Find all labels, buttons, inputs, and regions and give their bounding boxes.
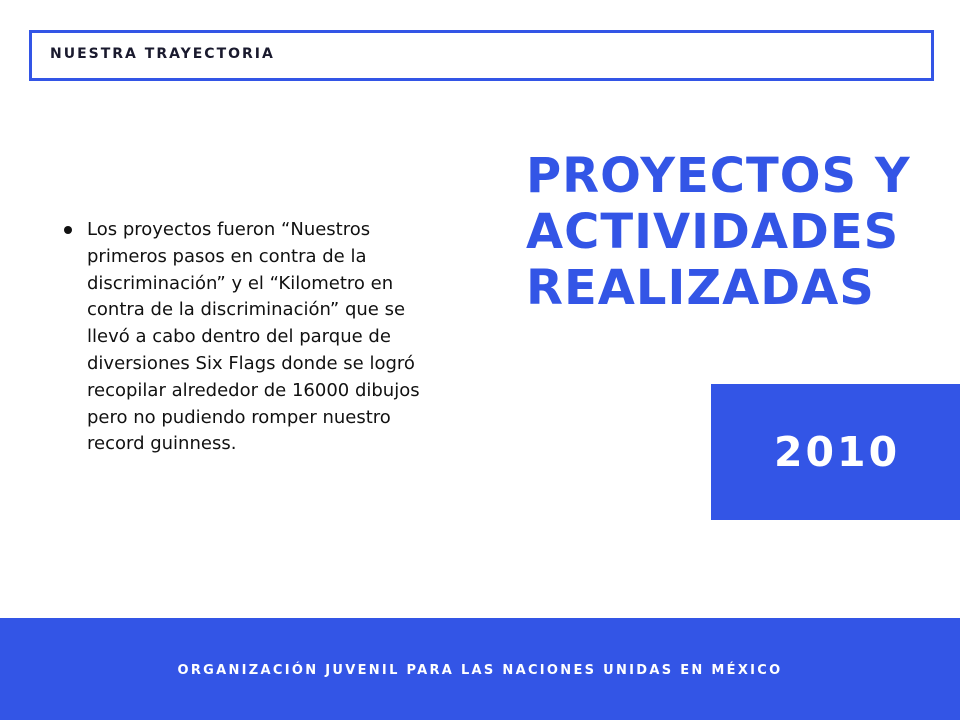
slide-title-line-1: PROYECTOS Y <box>526 148 911 204</box>
section-label: NUESTRA TRAYECTORIA <box>50 46 275 62</box>
slide-title-line-3: REALIZADAS <box>526 260 875 316</box>
year-text: 2010 <box>774 428 901 476</box>
section-header-box <box>29 30 934 81</box>
footer-bar <box>0 618 960 720</box>
slide-title-line-2: ACTIVIDADES <box>526 204 900 260</box>
year-badge <box>711 384 960 520</box>
footer-organization-name: ORGANIZACIÓN JUVENIL PARA LAS NACIONES UNIDAS EN MÉXICO <box>177 663 783 678</box>
bullet-list <box>62 217 452 458</box>
bullet-text: Los proyectos fueron “Nuestros primeros pasos en contra de la discriminación” y el “Kilometro en contra de la discriminación” que se llevó a cabo dentro del parque de diversiones Six Flags donde se logró recopilar alrededor de 16000 dibujos pero no pudiendo romper nuestro record guinness. <box>87 219 420 455</box>
slide-title <box>526 148 946 316</box>
bullet-item <box>62 217 452 458</box>
bullet-dot-icon <box>64 226 72 234</box>
